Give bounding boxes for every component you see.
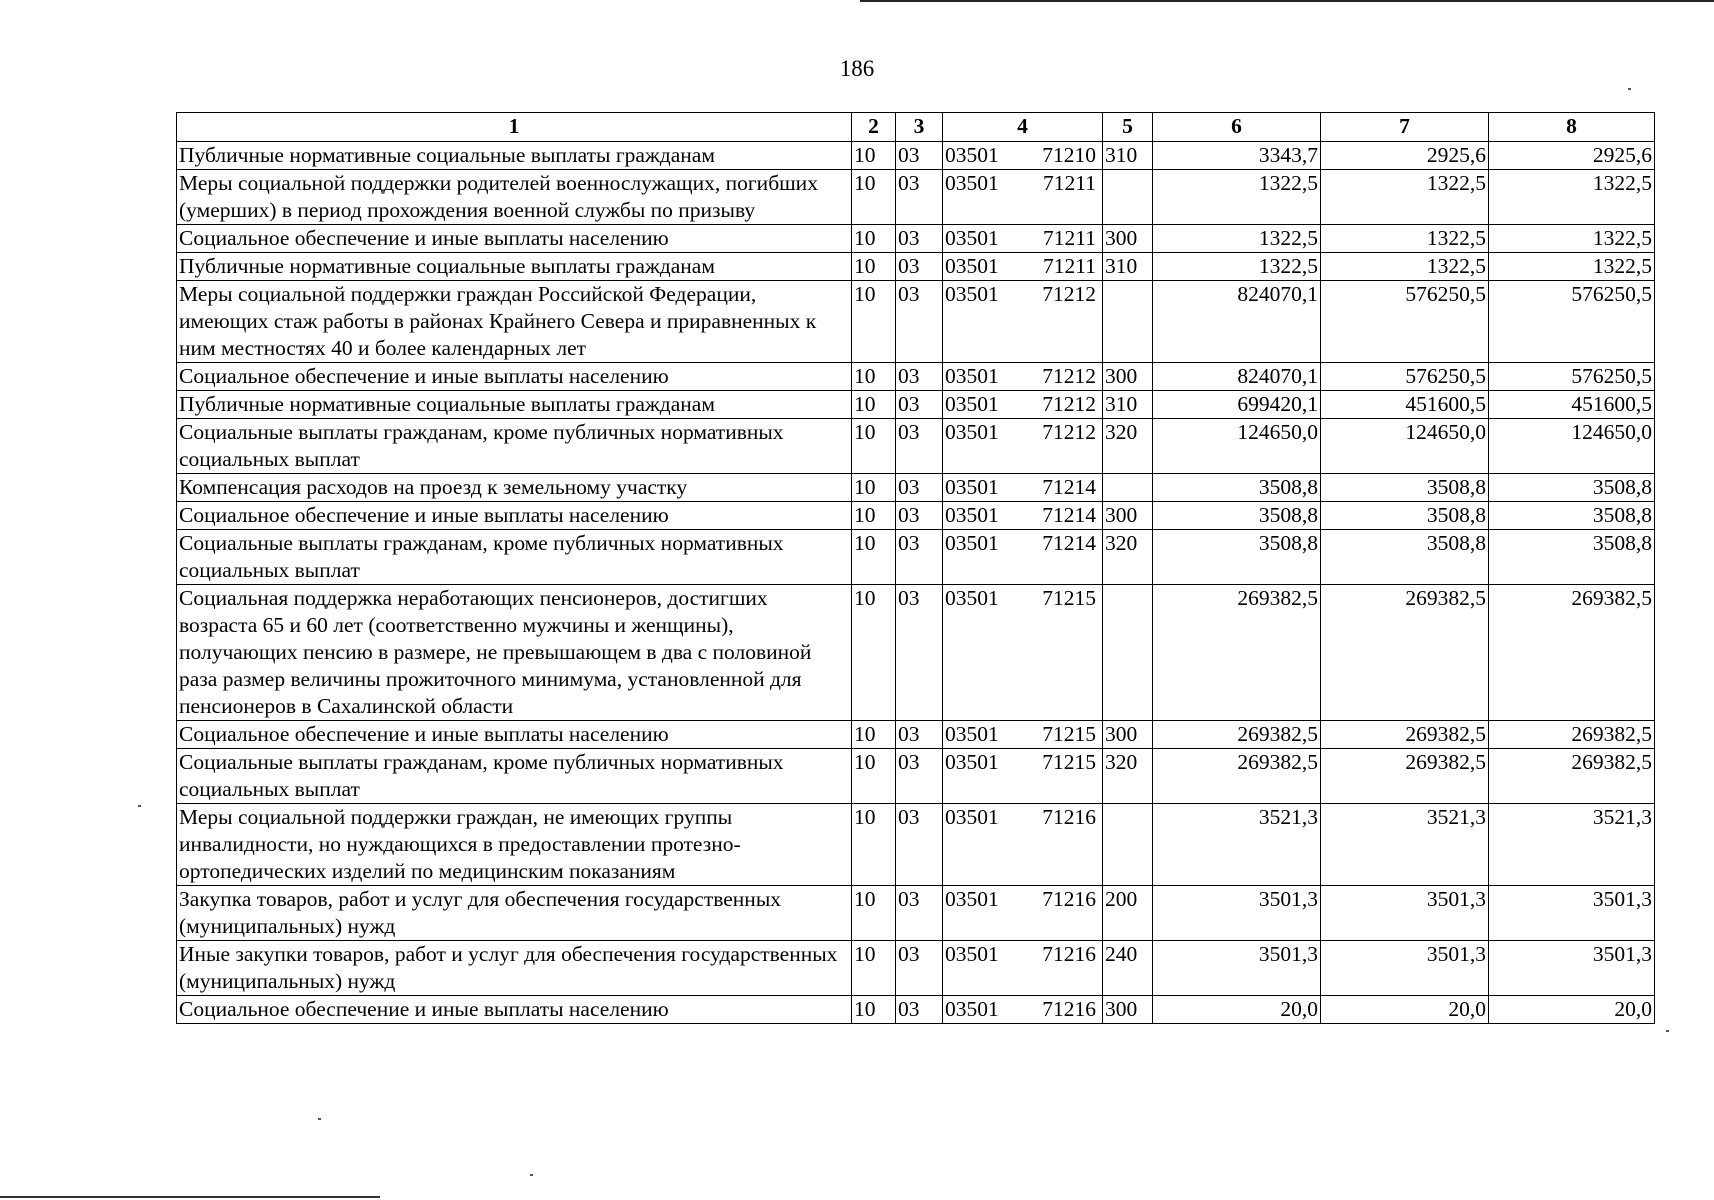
expense-type-code: 320	[1103, 749, 1153, 804]
row-name: Социальное обеспечение и иные выплаты населению	[177, 502, 852, 530]
scan-edge-top	[860, 0, 1714, 2]
target-code-part1: 03501	[945, 531, 999, 555]
expense-type-code: 320	[1103, 530, 1153, 585]
subsection-code: 03	[896, 502, 943, 530]
amount-col7: 2925,6	[1321, 142, 1489, 170]
target-article-code	[943, 363, 1103, 391]
amount-col6: 699420,1	[1153, 391, 1321, 419]
target-code-part1: 03501	[945, 143, 999, 167]
row-name: Социальная поддержка неработающих пенсионеров, достигших возраста 65 и 60 лет (соответственно мужчины и женщины), получающих пенсию в размере, не превышающем в два с половиной раза размер величины прожиточного минимума, установленной для пенсионеров в Сахалинской области	[177, 585, 852, 721]
amount-col7: 3501,3	[1321, 886, 1489, 941]
amount-col7: 576250,5	[1321, 363, 1489, 391]
expense-type-code: 310	[1103, 391, 1153, 419]
target-code-part1: 03501	[945, 171, 999, 195]
amount-col8: 3501,3	[1489, 941, 1655, 996]
expense-type-code: 300	[1103, 502, 1153, 530]
expense-type-code	[1103, 585, 1153, 721]
table-row	[177, 419, 1655, 474]
section-code: 10	[852, 474, 896, 502]
target-code-part2: 71216	[1042, 805, 1096, 829]
amount-col6: 824070,1	[1153, 363, 1321, 391]
target-code-part1: 03501	[945, 226, 999, 250]
scan-speck	[1628, 88, 1631, 90]
target-code-part2: 71215	[1042, 750, 1096, 774]
table-row	[177, 225, 1655, 253]
target-code-part2: 71216	[1042, 942, 1096, 966]
target-article-code	[943, 170, 1103, 225]
section-code: 10	[852, 253, 896, 281]
subsection-code: 03	[896, 585, 943, 721]
row-name: Социальные выплаты гражданам, кроме публичных нормативных социальных выплат	[177, 749, 852, 804]
target-code-part2: 71215	[1042, 722, 1096, 746]
amount-col8: 124650,0	[1489, 419, 1655, 474]
amount-col8: 3508,8	[1489, 474, 1655, 502]
amount-col6: 3508,8	[1153, 502, 1321, 530]
target-article-code	[943, 585, 1103, 721]
target-article-code	[943, 253, 1103, 281]
amount-col7: 269382,5	[1321, 749, 1489, 804]
target-article-code	[943, 502, 1103, 530]
amount-col8: 3508,8	[1489, 502, 1655, 530]
amount-col8: 1322,5	[1489, 225, 1655, 253]
target-code-part2: 71212	[1042, 364, 1096, 388]
section-code: 10	[852, 363, 896, 391]
expense-type-code	[1103, 170, 1153, 225]
amount-col8: 1322,5	[1489, 253, 1655, 281]
expense-type-code: 320	[1103, 419, 1153, 474]
target-code-part1: 03501	[945, 475, 999, 499]
amount-col8: 269382,5	[1489, 721, 1655, 749]
target-code-part1: 03501	[945, 254, 999, 278]
target-code-part2: 71211	[1043, 226, 1096, 250]
target-article-code	[943, 886, 1103, 941]
amount-col6: 124650,0	[1153, 419, 1321, 474]
table-row	[177, 170, 1655, 225]
header-row	[177, 113, 1655, 142]
amount-col8: 3508,8	[1489, 530, 1655, 585]
amount-col7: 576250,5	[1321, 281, 1489, 363]
target-code-part2: 71216	[1042, 887, 1096, 911]
section-code: 10	[852, 419, 896, 474]
section-code: 10	[852, 721, 896, 749]
amount-col6: 1322,5	[1153, 253, 1321, 281]
section-code: 10	[852, 941, 896, 996]
target-code-part2: 71212	[1042, 420, 1096, 444]
section-code: 10	[852, 585, 896, 721]
table-row	[177, 253, 1655, 281]
amount-col7: 3508,8	[1321, 530, 1489, 585]
target-code-part1: 03501	[945, 942, 999, 966]
amount-col6: 1322,5	[1153, 225, 1321, 253]
amount-col6: 20,0	[1153, 996, 1321, 1024]
amount-col6: 3501,3	[1153, 886, 1321, 941]
table-row	[177, 804, 1655, 886]
target-article-code	[943, 996, 1103, 1024]
amount-col7: 3501,3	[1321, 941, 1489, 996]
target-code-part1: 03501	[945, 997, 999, 1021]
subsection-code: 03	[896, 253, 943, 281]
target-code-part1: 03501	[945, 420, 999, 444]
subsection-code: 03	[896, 804, 943, 886]
target-code-part2: 71211	[1043, 254, 1096, 278]
subsection-code: 03	[896, 142, 943, 170]
amount-col8: 20,0	[1489, 996, 1655, 1024]
subsection-code: 03	[896, 391, 943, 419]
subsection-code: 03	[896, 721, 943, 749]
amount-col8: 1322,5	[1489, 170, 1655, 225]
subsection-code: 03	[896, 225, 943, 253]
table-row	[177, 363, 1655, 391]
row-name: Социальные выплаты гражданам, кроме публичных нормативных социальных выплат	[177, 530, 852, 585]
amount-col6: 269382,5	[1153, 585, 1321, 721]
table-row	[177, 502, 1655, 530]
target-code-part1: 03501	[945, 887, 999, 911]
amount-col7: 269382,5	[1321, 585, 1489, 721]
subsection-code: 03	[896, 530, 943, 585]
section-code: 10	[852, 996, 896, 1024]
target-article-code	[943, 941, 1103, 996]
section-code: 10	[852, 804, 896, 886]
scan-edge-bottom	[0, 1196, 380, 1198]
target-article-code	[943, 721, 1103, 749]
amount-col7: 3508,8	[1321, 502, 1489, 530]
target-article-code	[943, 530, 1103, 585]
subsection-code: 03	[896, 419, 943, 474]
target-article-code	[943, 474, 1103, 502]
header-cell: 3	[896, 113, 943, 142]
scan-speck	[530, 1174, 533, 1176]
amount-col7: 1322,5	[1321, 170, 1489, 225]
target-code-part2: 71212	[1042, 392, 1096, 416]
expense-type-code: 240	[1103, 941, 1153, 996]
target-code-part1: 03501	[945, 722, 999, 746]
amount-col8: 576250,5	[1489, 281, 1655, 363]
subsection-code: 03	[896, 170, 943, 225]
target-article-code	[943, 391, 1103, 419]
amount-col7: 1322,5	[1321, 253, 1489, 281]
expense-type-code: 300	[1103, 721, 1153, 749]
subsection-code: 03	[896, 749, 943, 804]
table-row	[177, 530, 1655, 585]
target-article-code	[943, 225, 1103, 253]
scan-speck	[318, 1118, 321, 1120]
expense-type-code: 310	[1103, 142, 1153, 170]
target-code-part1: 03501	[945, 364, 999, 388]
expense-type-code	[1103, 474, 1153, 502]
row-name: Социальное обеспечение и иные выплаты населению	[177, 363, 852, 391]
subsection-code: 03	[896, 996, 943, 1024]
target-article-code	[943, 419, 1103, 474]
amount-col6: 269382,5	[1153, 721, 1321, 749]
section-code: 10	[852, 281, 896, 363]
target-article-code	[943, 281, 1103, 363]
target-code-part1: 03501	[945, 392, 999, 416]
target-code-part1: 03501	[945, 282, 999, 306]
header-cell: 7	[1321, 113, 1489, 142]
row-name: Социальное обеспечение и иные выплаты населению	[177, 721, 852, 749]
row-name: Публичные нормативные социальные выплаты гражданам	[177, 253, 852, 281]
table-row	[177, 721, 1655, 749]
target-code-part1: 03501	[945, 586, 999, 610]
subsection-code: 03	[896, 474, 943, 502]
section-code: 10	[852, 886, 896, 941]
amount-col8: 451600,5	[1489, 391, 1655, 419]
amount-col7: 124650,0	[1321, 419, 1489, 474]
expense-type-code: 300	[1103, 996, 1153, 1024]
section-code: 10	[852, 391, 896, 419]
header-cell: 4	[943, 113, 1103, 142]
row-name: Меры социальной поддержки граждан, не имеющих группы инвалидности, но нуждающихся в предоставлении протезно-ортопедических изделий по медицинским показаниям	[177, 804, 852, 886]
subsection-code: 03	[896, 363, 943, 391]
section-code: 10	[852, 749, 896, 804]
row-name: Публичные нормативные социальные выплаты гражданам	[177, 142, 852, 170]
section-code: 10	[852, 170, 896, 225]
amount-col8: 3521,3	[1489, 804, 1655, 886]
target-code-part2: 71214	[1042, 503, 1096, 527]
amount-col6: 824070,1	[1153, 281, 1321, 363]
expense-type-code: 300	[1103, 225, 1153, 253]
amount-col7: 269382,5	[1321, 721, 1489, 749]
amount-col6: 3501,3	[1153, 941, 1321, 996]
expense-type-code	[1103, 804, 1153, 886]
target-code-part2: 71210	[1042, 143, 1096, 167]
amount-col8: 3501,3	[1489, 886, 1655, 941]
amount-col6: 3343,7	[1153, 142, 1321, 170]
target-code-part2: 71211	[1043, 171, 1096, 195]
table-row	[177, 585, 1655, 721]
expense-type-code	[1103, 281, 1153, 363]
target-code-part1: 03501	[945, 503, 999, 527]
budget-table	[176, 112, 1655, 1024]
row-name: Социальные выплаты гражданам, кроме публичных нормативных социальных выплат	[177, 419, 852, 474]
amount-col8: 2925,6	[1489, 142, 1655, 170]
target-code-part2: 71214	[1042, 475, 1096, 499]
section-code: 10	[852, 225, 896, 253]
amount-col6: 3521,3	[1153, 804, 1321, 886]
page-number: 186	[839, 56, 875, 81]
amount-col7: 3521,3	[1321, 804, 1489, 886]
row-name: Иные закупки товаров, работ и услуг для обеспечения государственных (муниципальных) нужд	[177, 941, 852, 996]
header-cell: 2	[852, 113, 896, 142]
amount-col6: 1322,5	[1153, 170, 1321, 225]
table-row	[177, 391, 1655, 419]
row-name: Меры социальной поддержки родителей военнослужащих, погибших (умерших) в период прохождения военной службы по призыву	[177, 170, 852, 225]
target-code-part2: 71216	[1042, 997, 1096, 1021]
amount-col6: 3508,8	[1153, 530, 1321, 585]
target-code-part2: 71212	[1042, 282, 1096, 306]
table-row	[177, 142, 1655, 170]
target-code-part1: 03501	[945, 805, 999, 829]
table-row	[177, 749, 1655, 804]
amount-col6: 3508,8	[1153, 474, 1321, 502]
row-name: Социальное обеспечение и иные выплаты населению	[177, 996, 852, 1024]
row-name: Публичные нормативные социальные выплаты гражданам	[177, 391, 852, 419]
table-row	[177, 996, 1655, 1024]
row-name: Компенсация расходов на проезд к земельному участку	[177, 474, 852, 502]
header-cell: 8	[1489, 113, 1655, 142]
header-cell: 5	[1103, 113, 1153, 142]
subsection-code: 03	[896, 886, 943, 941]
target-code-part1: 03501	[945, 750, 999, 774]
table-row	[177, 281, 1655, 363]
target-code-part2: 71214	[1042, 531, 1096, 555]
scan-speck	[1666, 1030, 1669, 1032]
header-cell: 6	[1153, 113, 1321, 142]
scan-speck	[138, 805, 141, 807]
target-code-part2: 71215	[1042, 586, 1096, 610]
amount-col7: 20,0	[1321, 996, 1489, 1024]
amount-col7: 3508,8	[1321, 474, 1489, 502]
expense-type-code: 300	[1103, 363, 1153, 391]
amount-col7: 451600,5	[1321, 391, 1489, 419]
table-row	[177, 941, 1655, 996]
row-name: Закупка товаров, работ и услуг для обеспечения государственных (муниципальных) нужд	[177, 886, 852, 941]
row-name: Социальное обеспечение и иные выплаты населению	[177, 225, 852, 253]
section-code: 10	[852, 142, 896, 170]
table-row	[177, 886, 1655, 941]
section-code: 10	[852, 530, 896, 585]
row-name: Меры социальной поддержки граждан Российской Федерации, имеющих стаж работы в районах Крайнего Севера и приравненных к ним местностях 40 и более календарных лет	[177, 281, 852, 363]
subsection-code: 03	[896, 281, 943, 363]
section-code: 10	[852, 502, 896, 530]
amount-col8: 576250,5	[1489, 363, 1655, 391]
amount-col8: 269382,5	[1489, 585, 1655, 721]
table-row	[177, 474, 1655, 502]
header-cell: 1	[177, 113, 852, 142]
amount-col8: 269382,5	[1489, 749, 1655, 804]
subsection-code: 03	[896, 941, 943, 996]
amount-col7: 1322,5	[1321, 225, 1489, 253]
target-article-code	[943, 142, 1103, 170]
expense-type-code: 200	[1103, 886, 1153, 941]
target-article-code	[943, 749, 1103, 804]
expense-type-code: 310	[1103, 253, 1153, 281]
amount-col6: 269382,5	[1153, 749, 1321, 804]
target-article-code	[943, 804, 1103, 886]
